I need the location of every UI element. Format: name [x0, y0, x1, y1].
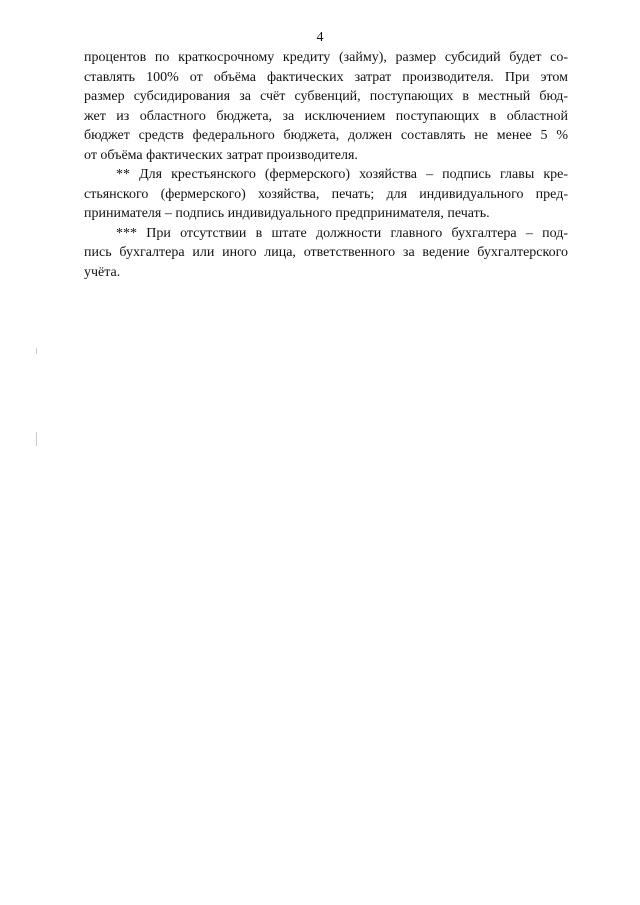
footnote-double-asterisk-line-2: стьянского (фермерского) хозяйства, печать; для индивидуального пред-	[84, 186, 568, 202]
footnote-double-asterisk-line-1: ** Для крестьянского (фермерского) хозяйства – подпись главы кре-	[116, 167, 568, 182]
paragraph-1-line-4: жет из областного бюджета, за исключением поступающих в областной	[84, 108, 568, 124]
paragraph-1-line-2: ставлять 100% от объёма фактических затрат производителя. При этом	[84, 69, 568, 85]
scan-artifact-mark	[36, 432, 37, 446]
footnote-triple-asterisk-line-1: *** При отсутствии в штате должности главного бухгалтера – под-	[116, 225, 568, 241]
paragraph-1-line-6: от объёма фактических затрат производителя.	[84, 147, 358, 163]
document-body	[84, 48, 568, 282]
paragraph-1-line-5: бюджет средств федерального бюджета, должен составлять не менее 5 %	[84, 128, 568, 143]
footnote-triple-asterisk-line-3: учёта.	[84, 264, 121, 280]
scan-artifact-mark	[36, 348, 37, 354]
paragraph-1-line-1: процентов по краткосрочному кредиту (займу), размер субсидий будет со-	[84, 50, 568, 65]
footnote-double-asterisk-line-3: принимателя – подпись индивидуального предпринимателя, печать.	[84, 206, 490, 221]
footnote-triple-asterisk-line-2: пись бухгалтера или иного лица, ответственного за ведение бухгалтерского	[84, 245, 568, 260]
page-number: 4	[316, 30, 324, 45]
paragraph-1-line-3: размер субсидирования за счёт субвенций, поступающих в местный бюд-	[84, 89, 568, 104]
